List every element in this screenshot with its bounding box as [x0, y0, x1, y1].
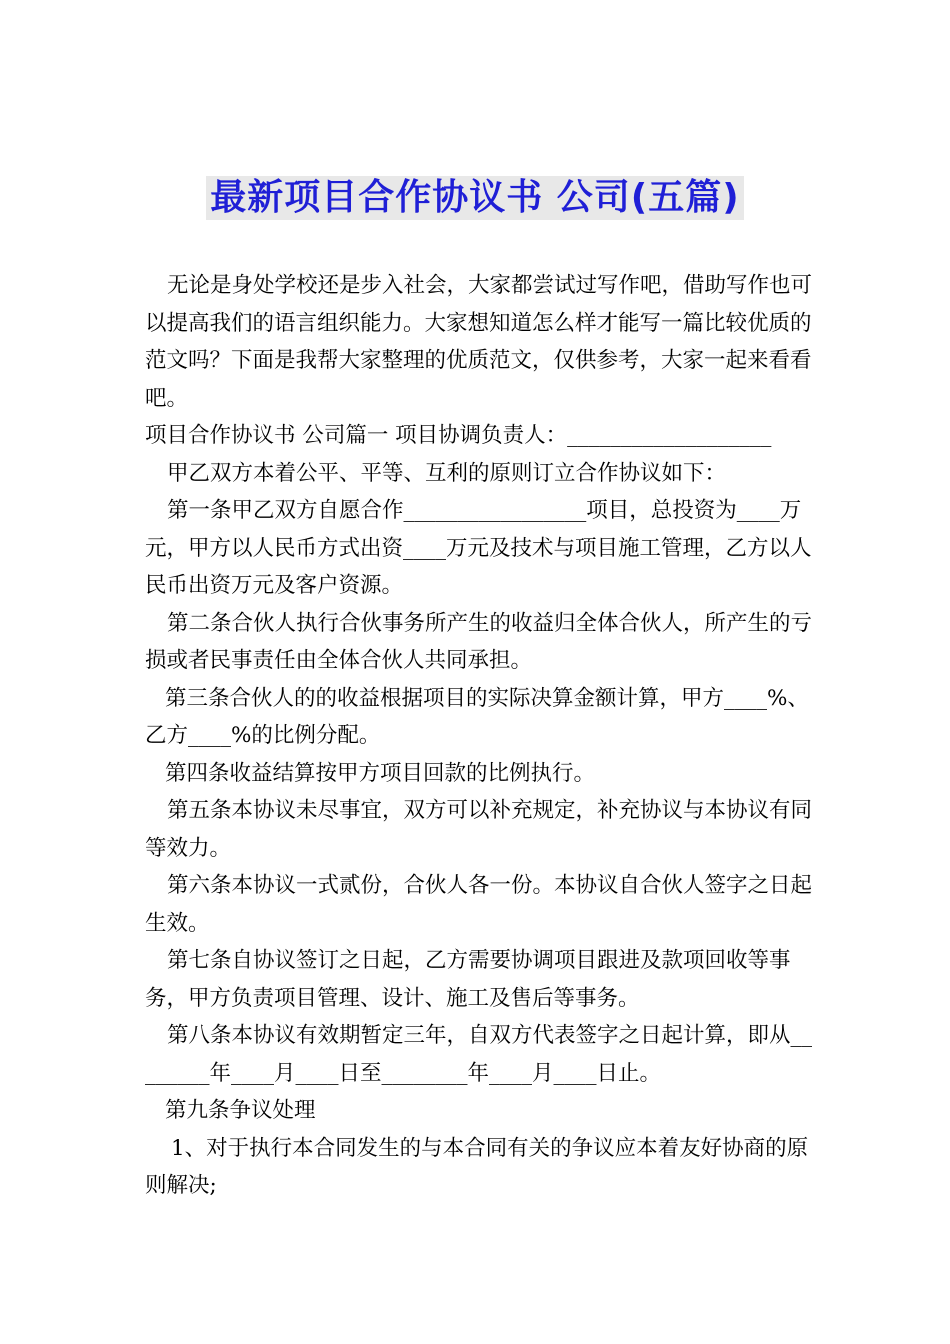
article-5: 第五条本协议未尽事宜，双方可以补充规定，补充协议与本协议有同等效力。 [145, 798, 813, 861]
article-4: 第四条收益结算按甲方项目回款的比例执行。 [165, 760, 596, 786]
article-9: 第九条争议处理 [165, 1098, 316, 1123]
document-title: 最新项目合作协议书 公司(五篇) [206, 176, 743, 220]
intro-paragraph: 无论是身处学校还是步入社会，大家都尝试过写作吧，借助写作也可以提高我们的语言组织能力。大家想知道怎么样才能写一篇比较优质的范文吗？下面是我帮大家整理的优质范文，仅供参考，大家一起来看看吧。 [145, 273, 813, 411]
agreement-preamble: 甲乙双方本着公平、平等、互利的原则订立合作协议如下： [167, 460, 727, 486]
article-9-item-1: 1、对于执行本合同发生的与本合同有关的争议应本着友好协商的原则解决; [145, 1135, 809, 1198]
article-1: 第一条甲乙双方自愿合作_________________项目，总投资为____万元，甲方以人民币方式出资____万元及技术与项目施工管理，乙方以人民币出资万元及客户资源。 [145, 498, 812, 598]
article-3: 第三条合伙人的的收益根据项目的实际决算金额计算，甲方____%、乙方____%的比例分配。 [145, 685, 809, 748]
article-2: 第二条合伙人执行合伙事务所产生的收益归全体合伙人，所产生的亏损或者民事责任由全体合伙人共同承担。 [145, 610, 813, 673]
section-heading-1: 项目合作协议书 公司篇一 项目协调负责人：___________________ [145, 423, 772, 448]
article-8: 第八条本协议有效期暂定三年，自双方代表签字之日起计算，即从________年____月____日至________年____月____日止。 [145, 1023, 813, 1086]
title-container [0, 176, 950, 220]
article-6: 第六条本协议一式贰份，合伙人各一份。本协议自合伙人签字之日起生效。 [145, 873, 813, 936]
article-7: 第七条自协议签订之日起，乙方需要协调项目跟进及款项回收等事务，甲方负责项目管理、设计、施工及售后等事务。 [145, 948, 791, 1011]
document-body [145, 267, 813, 1205]
